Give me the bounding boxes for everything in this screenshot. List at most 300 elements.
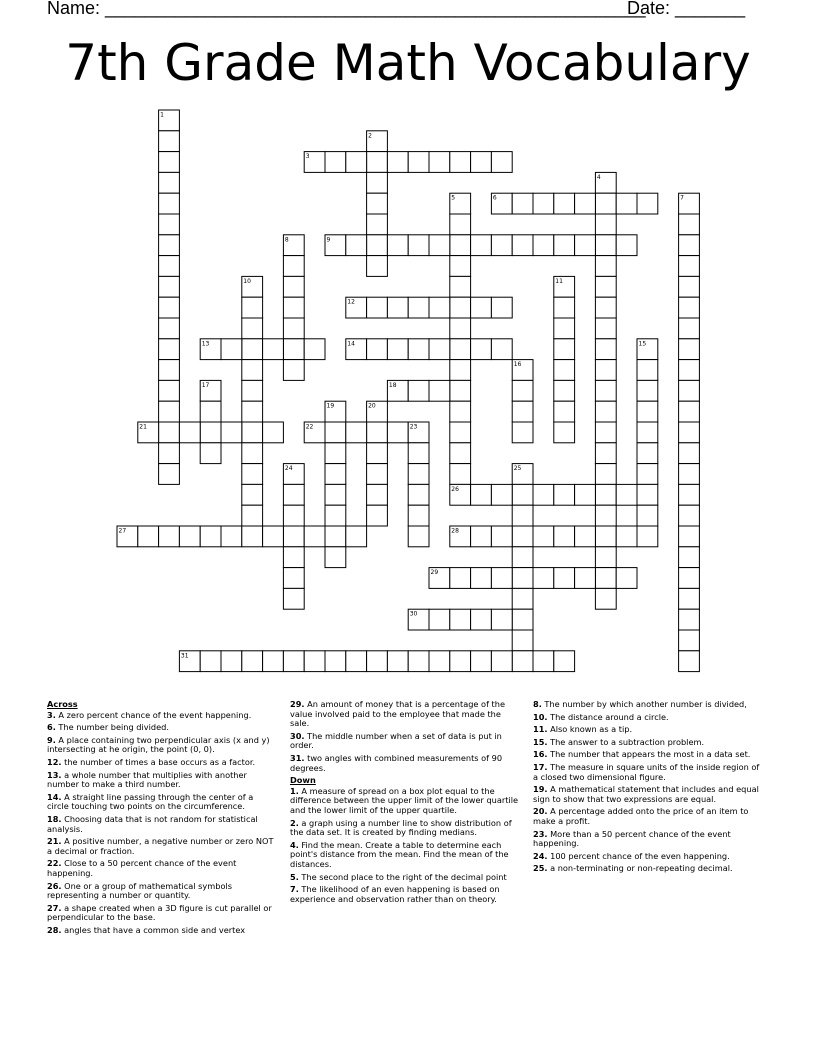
grid-cell[interactable] bbox=[283, 297, 304, 318]
clue-number-label: 24. bbox=[533, 850, 548, 861]
grid-cell[interactable] bbox=[491, 651, 512, 672]
clue-number: 31 bbox=[180, 652, 189, 660]
grid-cell[interactable] bbox=[325, 484, 346, 505]
grid-cell[interactable] bbox=[283, 588, 304, 609]
grid-cell[interactable] bbox=[159, 526, 180, 547]
down-clue-list bbox=[290, 787, 520, 905]
grid-cell[interactable] bbox=[304, 651, 325, 672]
grid-cell[interactable] bbox=[679, 505, 700, 526]
grid-cell[interactable] bbox=[450, 318, 471, 339]
clue-number: 29 bbox=[430, 569, 439, 577]
grid-cell[interactable] bbox=[159, 193, 180, 214]
grid-cell[interactable] bbox=[616, 484, 637, 505]
grid-cell[interactable] bbox=[637, 380, 658, 401]
grid-cell[interactable] bbox=[242, 505, 263, 526]
clue-number-label: 28. bbox=[47, 924, 62, 935]
grid-cell[interactable] bbox=[575, 235, 596, 256]
grid-cell[interactable] bbox=[491, 484, 512, 505]
grid-cell[interactable] bbox=[637, 526, 658, 547]
grid-cell[interactable] bbox=[595, 276, 616, 297]
grid-cell[interactable] bbox=[637, 505, 658, 526]
grid-cell[interactable] bbox=[367, 505, 388, 526]
grid-cell[interactable] bbox=[387, 297, 408, 318]
grid-cell[interactable] bbox=[595, 256, 616, 277]
grid-cell[interactable] bbox=[491, 609, 512, 630]
clue-number: 2 bbox=[368, 132, 372, 140]
grid-cell[interactable] bbox=[450, 339, 471, 360]
grid-cell[interactable] bbox=[595, 526, 616, 547]
grid-cell[interactable] bbox=[679, 568, 700, 589]
grid-cell[interactable] bbox=[159, 443, 180, 464]
clue-number: 20 bbox=[368, 402, 376, 410]
grid-cell[interactable] bbox=[367, 297, 388, 318]
clue-text: One or a group of mathematical symbols representing a number or quantity. bbox=[47, 880, 233, 901]
clue-text: An amount of money that is a percentage of the value involved paid to the employee that made the sale. bbox=[290, 699, 505, 729]
grid-cell[interactable] bbox=[637, 464, 658, 485]
grid-cell[interactable] bbox=[283, 276, 304, 297]
clue-number: 4 bbox=[596, 173, 601, 181]
grid-cell[interactable] bbox=[325, 152, 346, 173]
clue bbox=[533, 830, 763, 849]
clue-text: Also known as a tip. bbox=[547, 724, 633, 735]
grid-cell[interactable] bbox=[387, 422, 408, 443]
grid-cell[interactable] bbox=[283, 526, 304, 547]
grid-cell[interactable] bbox=[679, 318, 700, 339]
grid-cell[interactable] bbox=[595, 339, 616, 360]
grid-cell[interactable] bbox=[408, 235, 429, 256]
grid-cell[interactable] bbox=[242, 651, 263, 672]
grid-cell[interactable] bbox=[450, 360, 471, 381]
grid-cell[interactable] bbox=[263, 422, 284, 443]
grid-cell[interactable] bbox=[679, 588, 700, 609]
grid-cell[interactable] bbox=[325, 422, 346, 443]
clue-text: A straight line passing through the center of a circle touching two points on the circumference. bbox=[47, 791, 254, 812]
grid-cell[interactable] bbox=[595, 464, 616, 485]
grid-cell[interactable] bbox=[242, 318, 263, 339]
grid-cell[interactable] bbox=[491, 297, 512, 318]
grid-cell[interactable] bbox=[637, 360, 658, 381]
grid-cell[interactable] bbox=[408, 339, 429, 360]
grid-cell[interactable] bbox=[679, 464, 700, 485]
clue-number-label: 18. bbox=[47, 813, 62, 824]
grid-cell[interactable] bbox=[679, 276, 700, 297]
grid-cell[interactable] bbox=[367, 422, 388, 443]
grid-cell[interactable] bbox=[159, 401, 180, 422]
grid-cell[interactable] bbox=[491, 568, 512, 589]
grid-cell[interactable] bbox=[242, 297, 263, 318]
clue-number: 27 bbox=[118, 527, 127, 535]
grid-cell[interactable] bbox=[263, 526, 284, 547]
grid-cell[interactable] bbox=[367, 214, 388, 235]
grid-cell[interactable] bbox=[159, 318, 180, 339]
grid-cell[interactable] bbox=[491, 339, 512, 360]
grid-cell[interactable] bbox=[575, 484, 596, 505]
grid-cell[interactable] bbox=[554, 651, 575, 672]
grid-cell[interactable] bbox=[367, 256, 388, 277]
grid-cell[interactable] bbox=[679, 609, 700, 630]
grid-cell[interactable] bbox=[429, 651, 450, 672]
down-heading: Down bbox=[290, 775, 316, 786]
grid-cell[interactable] bbox=[200, 651, 221, 672]
clue-number-label: 26. bbox=[47, 880, 62, 891]
grid-cell[interactable] bbox=[159, 214, 180, 235]
grid-cell[interactable] bbox=[616, 526, 637, 547]
grid-cell[interactable] bbox=[429, 297, 450, 318]
clue-number-label: 15. bbox=[533, 736, 548, 747]
grid-cell[interactable] bbox=[408, 526, 429, 547]
grid-cell[interactable] bbox=[159, 339, 180, 360]
grid-cell[interactable] bbox=[595, 193, 616, 214]
grid-cell[interactable] bbox=[346, 152, 367, 173]
grid-cell[interactable] bbox=[637, 193, 658, 214]
grid-cell[interactable] bbox=[221, 339, 242, 360]
grid-cell[interactable] bbox=[512, 568, 533, 589]
grid-cell[interactable] bbox=[616, 235, 637, 256]
clue-number-label: 4. bbox=[290, 839, 299, 850]
grid-cell[interactable] bbox=[595, 401, 616, 422]
grid-cell[interactable] bbox=[367, 193, 388, 214]
grid-cell[interactable] bbox=[242, 484, 263, 505]
grid-cell[interactable] bbox=[325, 547, 346, 568]
grid-cell[interactable] bbox=[367, 339, 388, 360]
grid-cell[interactable] bbox=[533, 526, 554, 547]
grid-cell[interactable] bbox=[450, 256, 471, 277]
grid-cell[interactable] bbox=[283, 505, 304, 526]
grid-cell[interactable] bbox=[512, 380, 533, 401]
grid-cell[interactable] bbox=[283, 651, 304, 672]
grid-cell[interactable] bbox=[346, 651, 367, 672]
grid-cell[interactable] bbox=[471, 651, 492, 672]
grid-cell[interactable] bbox=[159, 422, 180, 443]
grid-cell[interactable] bbox=[450, 152, 471, 173]
grid-cell[interactable] bbox=[595, 505, 616, 526]
grid-cell[interactable] bbox=[367, 152, 388, 173]
grid-cell[interactable] bbox=[450, 401, 471, 422]
grid-cell[interactable] bbox=[533, 568, 554, 589]
grid-cell[interactable] bbox=[512, 401, 533, 422]
grid-cell[interactable] bbox=[595, 360, 616, 381]
clue-number: 11 bbox=[555, 277, 563, 285]
clue-number: 13 bbox=[201, 340, 210, 348]
grid-cell[interactable] bbox=[679, 256, 700, 277]
grid-cell[interactable] bbox=[159, 380, 180, 401]
clue-number: 5 bbox=[451, 194, 456, 202]
grid-cell[interactable] bbox=[387, 339, 408, 360]
clue bbox=[47, 882, 275, 901]
grid-cell[interactable] bbox=[554, 235, 575, 256]
grid-cell[interactable] bbox=[242, 380, 263, 401]
grid-cell[interactable] bbox=[679, 443, 700, 464]
grid-cell[interactable] bbox=[221, 526, 242, 547]
grid-cell[interactable] bbox=[595, 297, 616, 318]
clue-text: Find the mean. Create a table to determine each point's distance from the mean. Find the mean of the distances. bbox=[290, 839, 509, 869]
grid-cell[interactable] bbox=[575, 193, 596, 214]
grid-cell[interactable] bbox=[367, 443, 388, 464]
grid-cell[interactable] bbox=[221, 651, 242, 672]
clue bbox=[47, 771, 275, 790]
page-title: 7th Grade Math Vocabulary bbox=[65, 34, 751, 92]
grid-cell[interactable] bbox=[679, 651, 700, 672]
grid-cell[interactable] bbox=[595, 484, 616, 505]
grid-cell[interactable] bbox=[637, 484, 658, 505]
grid-cell[interactable] bbox=[512, 547, 533, 568]
clue-number-label: 19. bbox=[533, 784, 548, 795]
grid-cell[interactable] bbox=[679, 401, 700, 422]
grid-cell[interactable] bbox=[367, 651, 388, 672]
grid-cell[interactable] bbox=[387, 235, 408, 256]
grid-cell[interactable] bbox=[200, 401, 221, 422]
grid-cell[interactable] bbox=[242, 464, 263, 485]
grid-cell[interactable] bbox=[242, 422, 263, 443]
grid-cell[interactable] bbox=[304, 339, 325, 360]
grid-cell[interactable] bbox=[450, 380, 471, 401]
grid-cell[interactable] bbox=[554, 360, 575, 381]
grid-cell[interactable] bbox=[491, 526, 512, 547]
grid-cell[interactable] bbox=[387, 651, 408, 672]
grid-cell[interactable] bbox=[325, 505, 346, 526]
grid-cell[interactable] bbox=[283, 256, 304, 277]
grid-cell[interactable] bbox=[595, 588, 616, 609]
clues-column-1 bbox=[47, 700, 275, 938]
grid-cell[interactable] bbox=[471, 526, 492, 547]
grid-cell[interactable] bbox=[637, 401, 658, 422]
clue bbox=[47, 815, 275, 834]
grid-cell[interactable] bbox=[554, 380, 575, 401]
grid-cell[interactable] bbox=[367, 235, 388, 256]
grid-cell[interactable] bbox=[408, 297, 429, 318]
grid-cell[interactable] bbox=[159, 276, 180, 297]
grid-cell[interactable] bbox=[387, 152, 408, 173]
grid-cell[interactable] bbox=[367, 172, 388, 193]
grid-cell[interactable] bbox=[159, 297, 180, 318]
grid-cell[interactable] bbox=[679, 547, 700, 568]
clue-number: 22 bbox=[305, 423, 314, 431]
grid-cell[interactable] bbox=[367, 464, 388, 485]
grid-cell[interactable] bbox=[679, 360, 700, 381]
grid-cell[interactable] bbox=[450, 651, 471, 672]
grid-cell[interactable] bbox=[512, 422, 533, 443]
grid-cell[interactable] bbox=[471, 568, 492, 589]
grid-cell[interactable] bbox=[554, 339, 575, 360]
grid-cell[interactable] bbox=[283, 318, 304, 339]
clue-text: the number of times a base occurs as a factor. bbox=[61, 756, 256, 767]
grid-cell[interactable] bbox=[221, 422, 242, 443]
grid-cell[interactable] bbox=[283, 547, 304, 568]
grid-cell[interactable] bbox=[679, 235, 700, 256]
grid-cell[interactable] bbox=[159, 256, 180, 277]
grid-cell[interactable] bbox=[450, 443, 471, 464]
grid-cell[interactable] bbox=[554, 318, 575, 339]
grid-cell[interactable] bbox=[512, 588, 533, 609]
grid-cell[interactable] bbox=[242, 443, 263, 464]
grid-cell[interactable] bbox=[595, 214, 616, 235]
grid-cell[interactable] bbox=[242, 360, 263, 381]
date-label[interactable]: Date: _______ bbox=[627, 0, 746, 18]
grid-cell[interactable] bbox=[554, 526, 575, 547]
grid-cell[interactable] bbox=[512, 630, 533, 651]
grid-cell[interactable] bbox=[159, 131, 180, 152]
grid-cell[interactable] bbox=[554, 297, 575, 318]
grid-cell[interactable] bbox=[679, 297, 700, 318]
grid-cell[interactable] bbox=[450, 235, 471, 256]
clue-text: The middle number when a set of data is put in order. bbox=[290, 730, 502, 751]
grid-cell[interactable] bbox=[179, 526, 200, 547]
grid-cell[interactable] bbox=[263, 651, 284, 672]
grid-cell[interactable] bbox=[408, 651, 429, 672]
grid-cell[interactable] bbox=[595, 380, 616, 401]
grid-cell[interactable] bbox=[429, 152, 450, 173]
clue-number-label: 6. bbox=[47, 722, 56, 733]
grid-cell[interactable] bbox=[616, 568, 637, 589]
grid-cell[interactable] bbox=[450, 464, 471, 485]
grid-cell[interactable] bbox=[491, 152, 512, 173]
grid-cell[interactable] bbox=[512, 193, 533, 214]
grid-cell[interactable] bbox=[575, 526, 596, 547]
grid-cell[interactable] bbox=[429, 235, 450, 256]
clue-number-label: 30. bbox=[290, 730, 305, 741]
grid-cell[interactable] bbox=[595, 235, 616, 256]
grid-cell[interactable] bbox=[512, 651, 533, 672]
grid-cell[interactable] bbox=[679, 484, 700, 505]
grid-cell[interactable] bbox=[533, 235, 554, 256]
grid-cell[interactable] bbox=[679, 630, 700, 651]
clue bbox=[290, 841, 520, 870]
grid-cell[interactable] bbox=[283, 339, 304, 360]
grid-cell[interactable] bbox=[429, 339, 450, 360]
grid-cell[interactable] bbox=[200, 422, 221, 443]
grid-cell[interactable] bbox=[450, 568, 471, 589]
grid-cell[interactable] bbox=[159, 172, 180, 193]
grid-cell[interactable] bbox=[325, 464, 346, 485]
name-label[interactable]: Name: ______________________________________________________ bbox=[47, 0, 646, 18]
grid-cell[interactable] bbox=[450, 609, 471, 630]
grid-cell[interactable] bbox=[595, 443, 616, 464]
grid-cell[interactable] bbox=[200, 443, 221, 464]
grid-cell[interactable] bbox=[346, 422, 367, 443]
grid-cell[interactable] bbox=[283, 568, 304, 589]
grid-cell[interactable] bbox=[450, 214, 471, 235]
grid-cell[interactable] bbox=[263, 339, 284, 360]
clue-number-label: 31. bbox=[290, 752, 305, 763]
grid-cell[interactable] bbox=[679, 380, 700, 401]
grid-cell[interactable] bbox=[408, 443, 429, 464]
grid-cell[interactable] bbox=[554, 568, 575, 589]
grid-cell[interactable] bbox=[429, 609, 450, 630]
grid-cell[interactable] bbox=[242, 526, 263, 547]
grid-cell[interactable] bbox=[512, 484, 533, 505]
clue bbox=[290, 754, 520, 773]
clue-number-label: 12. bbox=[47, 756, 62, 767]
clue-number: 10 bbox=[243, 277, 251, 285]
grid-cell[interactable] bbox=[283, 484, 304, 505]
grid-cell[interactable] bbox=[325, 651, 346, 672]
grid-cell[interactable] bbox=[595, 318, 616, 339]
grid-cell[interactable] bbox=[408, 484, 429, 505]
clue-number-label: 27. bbox=[47, 902, 62, 913]
grid-cell[interactable] bbox=[429, 380, 450, 401]
grid-cell[interactable] bbox=[679, 214, 700, 235]
clue-number-label: 13. bbox=[47, 769, 62, 780]
clue-text: two angles with combined measurements of 90 degrees. bbox=[290, 752, 503, 773]
grid-cell[interactable] bbox=[471, 297, 492, 318]
grid-cell[interactable] bbox=[408, 505, 429, 526]
grid-cell[interactable] bbox=[533, 651, 554, 672]
grid-cell[interactable] bbox=[554, 401, 575, 422]
grid-cell[interactable] bbox=[450, 422, 471, 443]
grid-cell[interactable] bbox=[471, 339, 492, 360]
grid-cell[interactable] bbox=[242, 339, 263, 360]
clue-text: The distance around a circle. bbox=[547, 711, 669, 722]
grid-cell[interactable] bbox=[408, 464, 429, 485]
grid-cell[interactable] bbox=[616, 193, 637, 214]
clue-number: 16 bbox=[513, 361, 522, 369]
clue-number: 26 bbox=[451, 485, 459, 493]
grid-cell[interactable] bbox=[595, 422, 616, 443]
grid-cell[interactable] bbox=[679, 526, 700, 547]
grid-cell[interactable] bbox=[637, 422, 658, 443]
grid-cell[interactable] bbox=[367, 484, 388, 505]
grid-cell[interactable] bbox=[159, 360, 180, 381]
grid-cell[interactable] bbox=[637, 443, 658, 464]
grid-cell[interactable] bbox=[595, 547, 616, 568]
grid-cell[interactable] bbox=[408, 152, 429, 173]
grid-cell[interactable] bbox=[471, 235, 492, 256]
grid-cell[interactable] bbox=[159, 235, 180, 256]
grid-cell[interactable] bbox=[159, 152, 180, 173]
grid-cell[interactable] bbox=[533, 484, 554, 505]
across-clue-list bbox=[47, 711, 275, 936]
grid-cell[interactable] bbox=[554, 193, 575, 214]
grid-cell[interactable] bbox=[283, 360, 304, 381]
grid-cell[interactable] bbox=[200, 526, 221, 547]
grid-cell[interactable] bbox=[512, 505, 533, 526]
grid-cell[interactable] bbox=[408, 380, 429, 401]
grid-cell[interactable] bbox=[346, 526, 367, 547]
grid-cell[interactable] bbox=[554, 422, 575, 443]
grid-cell[interactable] bbox=[325, 443, 346, 464]
grid-cell[interactable] bbox=[179, 422, 200, 443]
grid-cell[interactable] bbox=[554, 484, 575, 505]
grid-cell[interactable] bbox=[304, 526, 325, 547]
clue-text: A place containing two perpendicular axis (x and y) intersecting at he origin, the point (0, 0). bbox=[47, 734, 270, 755]
grid-cell[interactable] bbox=[491, 235, 512, 256]
clue-text: a whole number that multiplies with another number to make a third number. bbox=[47, 769, 247, 790]
grid-cell[interactable] bbox=[346, 235, 367, 256]
grid-cell[interactable] bbox=[450, 297, 471, 318]
grid-cell[interactable] bbox=[471, 152, 492, 173]
grid-cell[interactable] bbox=[595, 568, 616, 589]
grid-cell[interactable] bbox=[159, 464, 180, 485]
clue-number-label: 21. bbox=[47, 836, 62, 847]
grid-cell[interactable] bbox=[450, 276, 471, 297]
grid-cell[interactable] bbox=[679, 339, 700, 360]
grid-cell[interactable] bbox=[679, 422, 700, 443]
grid-cell[interactable] bbox=[512, 609, 533, 630]
grid-cell[interactable] bbox=[471, 484, 492, 505]
grid-cell[interactable] bbox=[512, 235, 533, 256]
grid-cell[interactable] bbox=[575, 568, 596, 589]
grid-cell[interactable] bbox=[242, 401, 263, 422]
grid-cell[interactable] bbox=[138, 526, 159, 547]
clue-number-label: 17. bbox=[533, 761, 548, 772]
clue-number: 7 bbox=[680, 194, 684, 202]
grid-cell[interactable] bbox=[325, 526, 346, 547]
clue-text: 100 percent chance of the even happening. bbox=[547, 850, 730, 861]
clue-number: 1 bbox=[160, 111, 164, 119]
grid-cell[interactable] bbox=[533, 193, 554, 214]
grid-cell[interactable] bbox=[512, 526, 533, 547]
grid-cell[interactable] bbox=[471, 609, 492, 630]
